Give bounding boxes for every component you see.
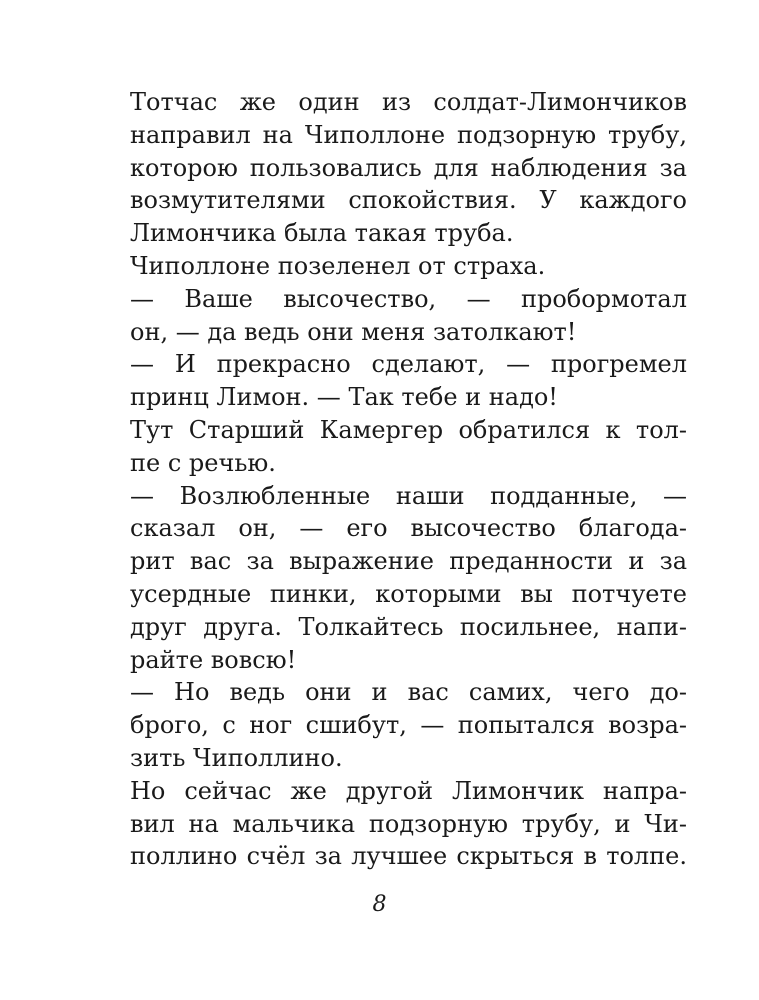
text-line: он, — да ведь они меня затолкают! <box>130 317 577 346</box>
text-line: рит вас за выражение преданности и за <box>130 547 687 576</box>
text-line: Но сейчас же другой Лимончик напра- <box>130 776 687 805</box>
text-line: — И прекрасно сделают, — прогремел <box>130 350 687 379</box>
paragraph <box>130 86 687 250</box>
paragraph <box>130 414 687 480</box>
text-line: пе с речью. <box>130 448 276 477</box>
text-line: друг друга. Толкайтесь посильнее, напи- <box>130 612 687 641</box>
text-line: Тотчас же один из солдат-Лимончиков <box>130 88 687 116</box>
page-number: 8 <box>372 892 387 917</box>
text-line: брого, с ног сшибут, — попытался возра- <box>130 711 687 740</box>
text-line: Лимончика была такая труба. <box>130 219 514 248</box>
text-line: сказал он, — его высочество благода- <box>130 514 687 543</box>
paragraph <box>130 676 687 774</box>
text-line: Чиполлоне позеленел от страха. <box>130 251 546 280</box>
text-line: усердные пинки, которыми вы потчуете <box>130 579 687 608</box>
text-line: райте вовсю! <box>130 645 297 674</box>
body-text <box>130 86 687 873</box>
text-line: — Возлюбленные наши подданные, — <box>130 481 687 510</box>
text-line: направил на Чиполлоне подзорную трубу, <box>130 120 687 149</box>
paragraph <box>130 283 687 349</box>
text-line: — Ваше высочество, — пробормотал <box>130 284 687 313</box>
paragraph <box>130 775 687 873</box>
text-line: — Но ведь они и вас самих, чего до- <box>130 678 687 707</box>
text-line: Тут Старший Камергер обратился к тол- <box>130 415 687 444</box>
text-line: вил на мальчика подзорную трубу, и Чи- <box>130 809 687 838</box>
text-line: поллино счёл за лучшее скрыться в толпе. <box>130 842 687 871</box>
text-line: зить Чиполлино. <box>130 743 343 772</box>
text-line: возмутителями спокойствия. У каждого <box>130 186 687 215</box>
paragraph <box>130 250 687 283</box>
paragraph <box>130 348 687 414</box>
text-line: которою пользовались для наблюдения за <box>130 153 687 182</box>
text-line: принц Лимон. — Так тебе и надо! <box>130 383 558 412</box>
paragraph <box>130 480 687 677</box>
